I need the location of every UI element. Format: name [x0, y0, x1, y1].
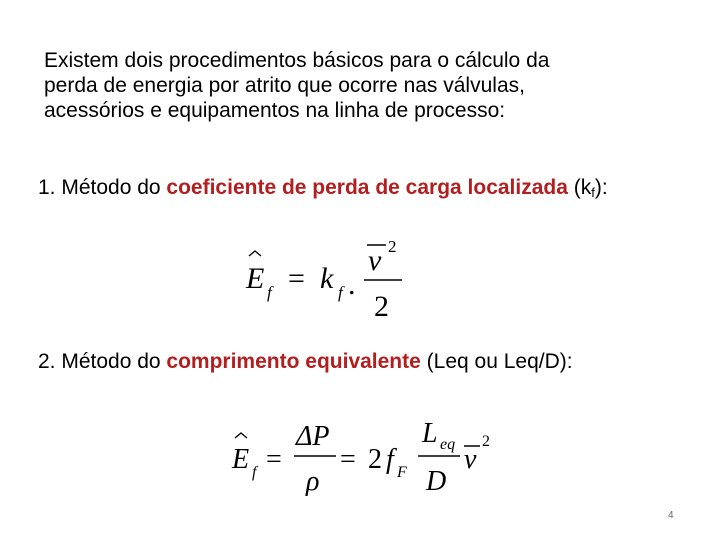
eq2-equals-2: = [340, 444, 356, 475]
eq2-v: v [464, 444, 477, 475]
method-2-suffix: (Leq ou Leq/D): [420, 350, 573, 373]
eq2-lhs-sub: f [252, 464, 257, 481]
method-2-highlight: comprimento equivalente [166, 350, 421, 373]
eq2-f: f [386, 444, 394, 475]
method-1-prefix: 1. Método do [38, 176, 167, 199]
eq2-f-sub: F [397, 464, 407, 481]
eq1-numerator: v [368, 244, 382, 277]
hat-accent [235, 433, 247, 438]
eq2-numerator-2-sub: eq [440, 436, 456, 453]
eq1-k: k [320, 262, 334, 295]
intro-line-3: acessórios e equipamentos na linha de processo: [44, 99, 506, 122]
eq2-v-exp: 2 [482, 433, 490, 450]
eq2-lhs: E [232, 444, 250, 475]
method-1-subscript: f [591, 185, 595, 200]
eq2-coef: 2 [368, 444, 382, 475]
page-number: 4 [668, 510, 674, 521]
eq2-numerator-2: L [422, 418, 438, 449]
method-1-suffix-close: ): [594, 176, 608, 199]
eq2-equals-1: = [266, 444, 282, 475]
eq1-lhs-sub: f [267, 283, 272, 302]
intro-line-1: Existem dois procedimentos básicos para o cálculo da [44, 49, 550, 72]
eq2-numerator-1: ΔP [296, 421, 330, 452]
eq1-dot: . [348, 268, 356, 301]
method-2-heading [38, 350, 573, 374]
intro-paragraph [44, 48, 664, 123]
method-1-suffix-open: (k [567, 176, 592, 199]
method-1-heading [38, 176, 608, 200]
equation-1 [240, 232, 420, 327]
eq1-denominator: 2 [374, 290, 389, 323]
hat-accent [249, 251, 261, 256]
method-1-highlight: coeficiente de perda de carga localizada [166, 176, 568, 199]
equation-2 [226, 412, 516, 502]
eq1-k-sub: f [338, 283, 343, 302]
eq2-denominator-1: ρ [306, 466, 320, 497]
eq2-denominator-2: D [426, 466, 447, 497]
intro-line-2: perda de energia por atrito que ocorre nas válvulas, [44, 74, 525, 97]
eq1-numerator-exp: 2 [388, 237, 397, 256]
eq1-lhs: E [246, 262, 265, 295]
method-2-prefix: 2. Método do [38, 350, 167, 373]
eq1-equals: = [288, 262, 305, 295]
